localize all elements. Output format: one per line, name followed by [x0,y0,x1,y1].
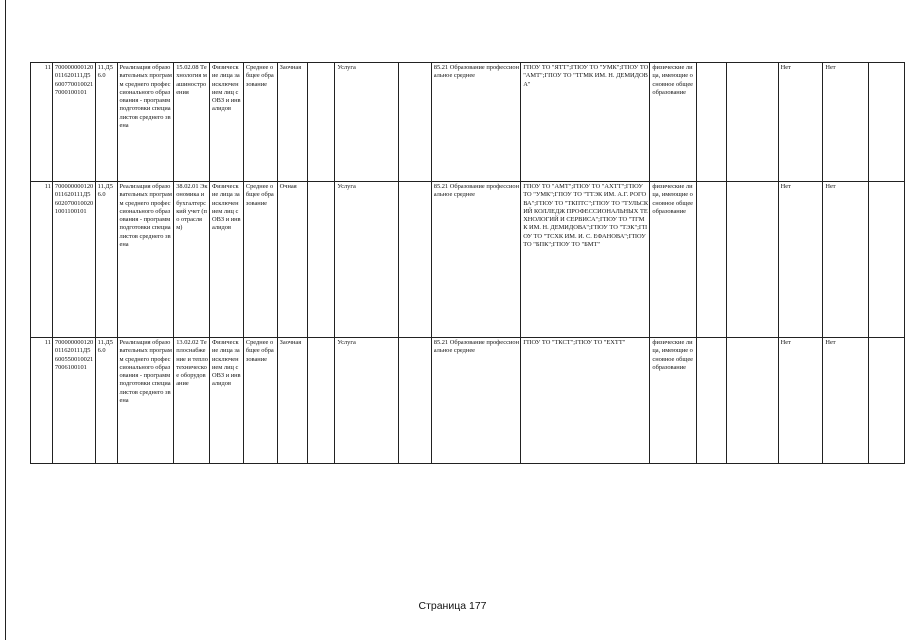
service-kind: Услуга [335,63,399,182]
service-name: Реализация образовательных программ среднего профессионального образования - программ подготовки специалистов среднего звена [117,63,174,182]
row-number: 11 [31,63,53,182]
table-row [31,182,905,338]
okved: 85.21 Образование профессиональное среднее [431,63,520,182]
empty-cell [398,182,431,338]
consumer-category: Физические лица за исключением лиц с ОВЗ и инвалидов [210,182,244,338]
fee-flag: Нет [823,338,869,464]
study-form: Очная [277,182,307,338]
paid-flag: Нет [778,182,823,338]
service-kind: Услуга [335,338,399,464]
page-number: Страница 177 [418,600,487,612]
specialty: 15.02.08 Технология машиностроения [174,63,210,182]
specialty: 13.02.02 Теплоснабжение и теплотехническое оборудование [174,338,210,464]
study-form: Заочная [277,63,307,182]
fee-flag: Нет [823,63,869,182]
service-code: 11.Д56.0 [95,338,117,464]
table-row [31,63,905,182]
empty-cell [307,182,335,338]
empty-cell [869,182,905,338]
education-level: Среднее общее образование [243,63,277,182]
education-level: Среднее общее образование [243,338,277,464]
consumers: физические лица, имеющие основное общее образование [650,338,697,464]
okved: 85.21 Образование профессиональное среднее [431,338,520,464]
row-number: 11 [31,182,53,338]
registry-table [30,62,905,464]
empty-cell [307,338,335,464]
empty-cell [726,63,778,182]
registry-code: 700000000120011620111Д56005500100217006100101 [52,338,95,464]
empty-cell [697,338,727,464]
table-row [31,338,905,464]
registry-code: 700000000120011620111Д56007700100217000100101 [52,63,95,182]
row-number: 11 [31,338,53,464]
service-name: Реализация образовательных программ среднего профессионального образования - программ подготовки специалистов среднего звена [117,182,174,338]
registry-code: 700000000120011620111Д56020700100201001100101 [52,182,95,338]
empty-cell [726,182,778,338]
service-code: 11.Д56.0 [95,182,117,338]
consumer-category: Физические лица за исключением лиц с ОВЗ и инвалидов [210,338,244,464]
paid-flag: Нет [778,63,823,182]
specialty: 38.02.01 Экономика и бухгалтерский учет (по отраслям) [174,182,210,338]
providers: ГПОУ ТО "АМТ";ГПОУ ТО "АХТТ";ГПОУ ТО "УМК";ГПОУ ТО "ТТЭК ИМ. А.Г. РОГОВА";ГПОУ ТО "ТКПТС";ГПОУ ТО "ТУЛЬСКИЙ КОЛЛЕДЖ ПРОФЕССИОНАЛЬНЫХ ТЕХНОЛОГИЙ И СЕРВИСА";ГПОУ ТО "ТГМК ИМ. Н. ДЕМИДОВА";ГПОУ ТО "ТЭК";ГПОУ ТО "ТСХК ИМ. И. С. ЕФАНОВА";ГПОУ ТО "БПК";ГПОУ ТО "БМТ" [521,182,650,338]
service-code: 11.Д56.0 [95,63,117,182]
fee-flag: Нет [823,182,869,338]
empty-cell [398,63,431,182]
providers: ГПОУ ТО "ЯТТ";ГПОУ ТО "УМК";ГПОУ ТО "АМТ";ГПОУ ТО "ТГМК ИМ. Н. ДЕМИДОВА" [521,63,650,182]
service-kind: Услуга [335,182,399,338]
paid-flag: Нет [778,338,823,464]
empty-cell [697,63,727,182]
empty-cell [869,63,905,182]
empty-cell [398,338,431,464]
empty-cell [307,63,335,182]
service-name: Реализация образовательных программ среднего профессионального образования - программ подготовки специалистов среднего звена [117,338,174,464]
margin-line [5,0,6,640]
empty-cell [697,182,727,338]
consumers: физические лица, имеющие основное общее образование [650,182,697,338]
empty-cell [726,338,778,464]
education-level: Среднее общее образование [243,182,277,338]
study-form: Заочная [277,338,307,464]
okved: 85.21 Образование профессиональное среднее [431,182,520,338]
empty-cell [869,338,905,464]
consumer-category: Физические лица за исключением лиц с ОВЗ и инвалидов [210,63,244,182]
consumers: физические лица, имеющие основное общее образование [650,63,697,182]
providers: ГПОУ ТО "ТКСТ";ГПОУ ТО "ЕХТТ" [521,338,650,464]
